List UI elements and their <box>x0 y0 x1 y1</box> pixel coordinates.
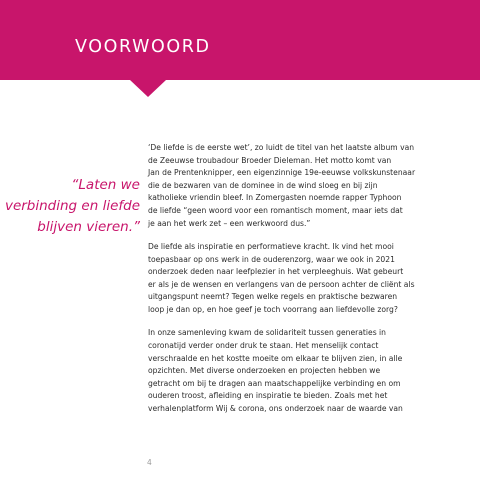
text-line: ouderen troost, afleiding en inspiratie te bieden. Zoals met het <box>148 391 388 401</box>
pull-quote-line: verbinding en liefde <box>4 198 140 214</box>
text-line: uitgangspunt neemt? Tegen welke regels en praktische bezwaren <box>148 292 398 302</box>
paragraph <box>148 241 448 317</box>
pull-quote-line: blijven vieren.” <box>37 219 140 235</box>
pull-quote <box>0 175 140 238</box>
text-line: ‘De liefde is de eerste wet’, zo luidt de titel van het laatste album van <box>148 143 415 152</box>
text-line: In onze samenleving kwam de solidariteit tussen generaties in <box>148 328 386 338</box>
text-line: Jan de Prentenknipper, een eigenzinnige 19e-eeuwse volkskunstenaar <box>148 168 416 178</box>
text-line: coronatijd verder onder druk te staan. Het menselijk contact <box>148 340 379 350</box>
banner-pointer <box>130 80 166 97</box>
body-text <box>148 142 448 426</box>
paragraph <box>148 327 448 415</box>
text-line: De liefde als inspiratie en performatieve kracht. Ik vind het mooi <box>148 241 394 251</box>
text-line: de liefde “geen woord voor een romantisch moment, maar iets dat <box>148 205 403 215</box>
header-banner <box>0 0 480 80</box>
pull-quote-line: “Laten we <box>71 177 140 193</box>
text-line: verhalenplatform Wij & corona, ons onderzoek naar de waarde van <box>148 403 403 413</box>
text-line: getracht om bij te dragen aan maatschappelijke verbinding en om <box>148 378 401 388</box>
page-title: VOORWOORD <box>75 37 211 57</box>
text-line: verschraalde en het kostte moeite om elkaar te blijven zien, in alle <box>148 353 403 363</box>
text-line: je aan het werk zet – een werkwoord dus.” <box>148 218 311 228</box>
text-line: toepasbaar op ons werk in de ouderenzorg, waar we ook in 2021 <box>148 254 395 264</box>
text-line: opzichten. Met diverse onderzoeken en projecten hebben we <box>148 366 381 376</box>
text-line: onderzoek deden naar leefplezier in het verpleeghuis. Wat gebeurt <box>148 267 404 277</box>
page-number: 4 <box>147 458 152 467</box>
text-line: loop je dan op, en hoe geef je toch voorrang aan liefdevolle zorg? <box>148 304 398 314</box>
paragraph <box>148 142 448 230</box>
text-line: die de bezwaren van de dominee in de wind sloeg en bij zijn <box>148 180 378 190</box>
text-line: er als je de wensen en verlangens van de persoon achter de cliënt als <box>148 279 415 289</box>
text-line: de Zeeuwse troubadour Broeder Dieleman. Het motto komt van <box>148 155 392 165</box>
text-line: katholieke vriendin bleef. In Zomergasten noemde rapper Typhoon <box>148 193 402 203</box>
